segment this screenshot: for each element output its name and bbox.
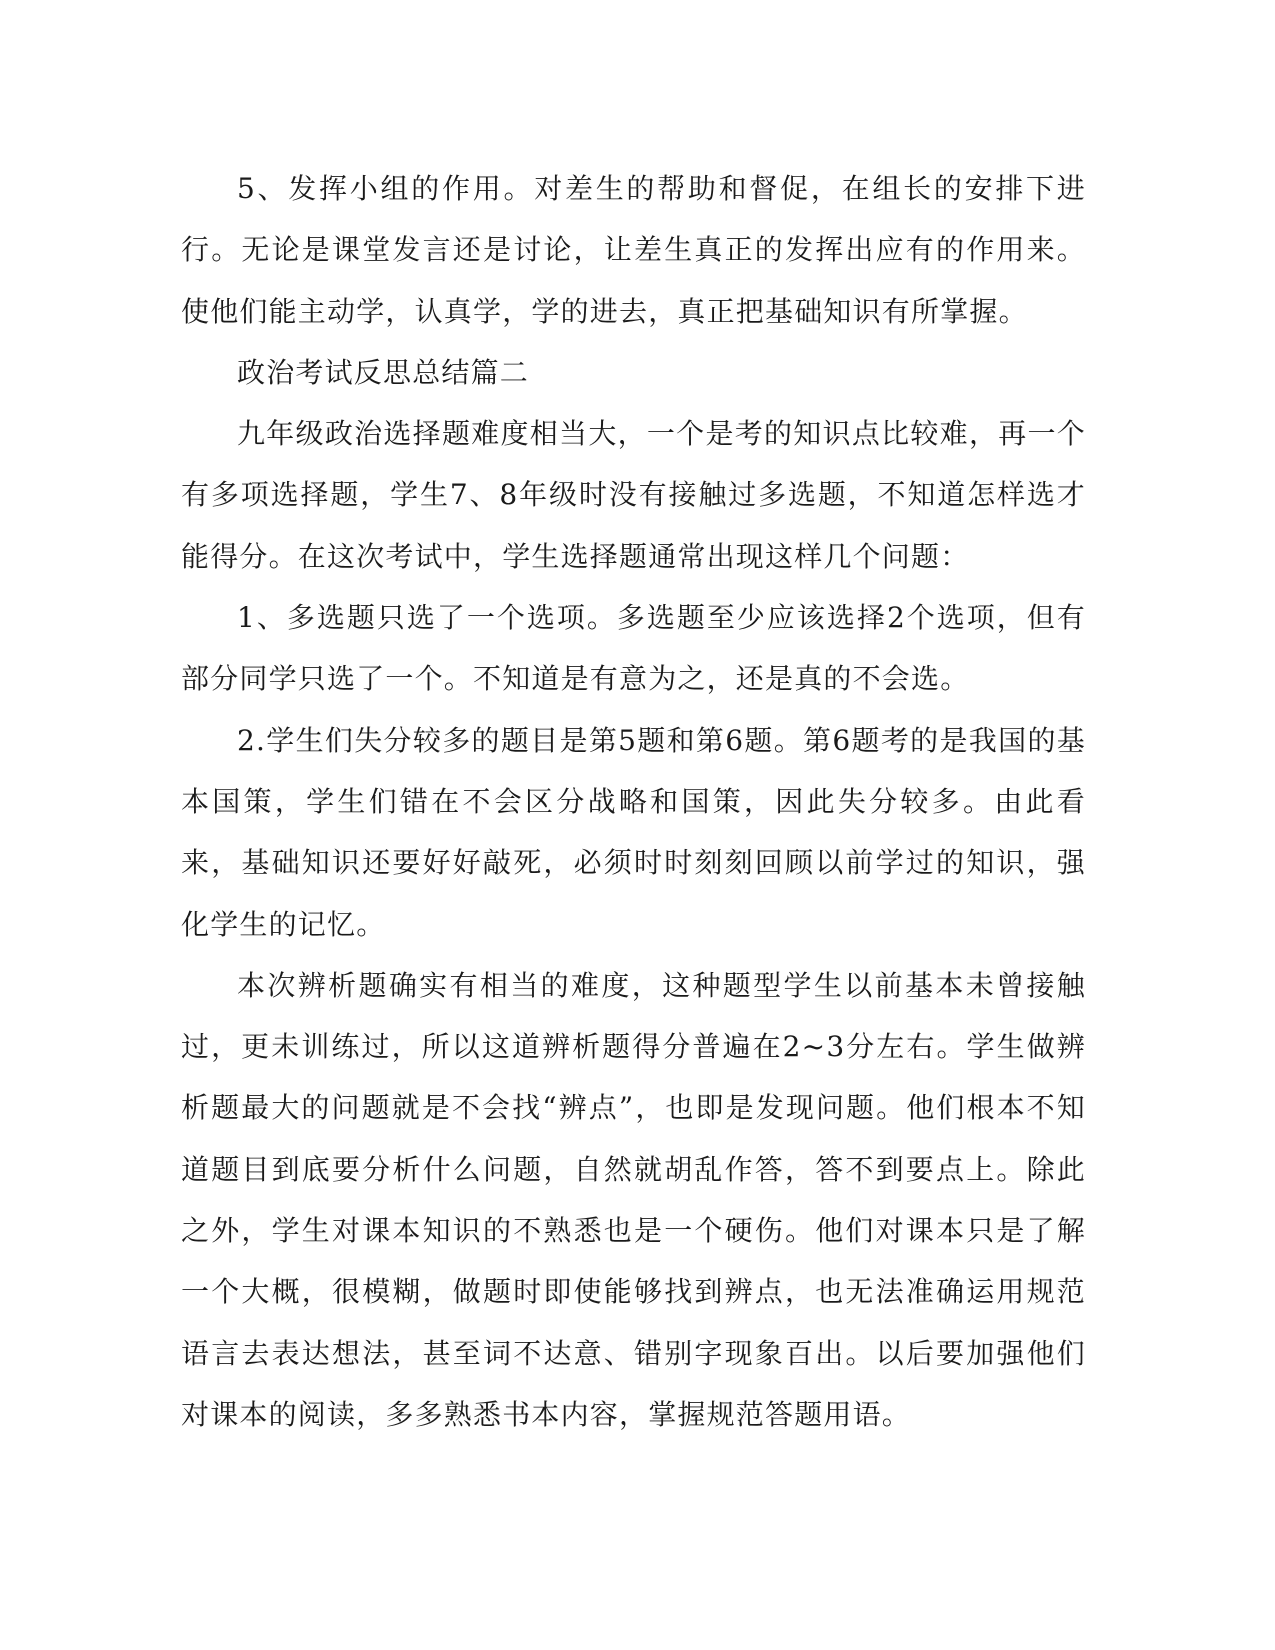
- paragraph-choice-difficulty: 九年级政治选择题难度相当大，一个是考的知识点比较难，再一个有多项选择题，学生7、8年级时没有接触过多选题，不知道怎样选才能得分。在这次考试中，学生选择题通常出现这样几个问题：: [181, 417, 1086, 573]
- document-body: [181, 158, 1086, 1445]
- paragraph-lost-points: 2.学生们失分较多的题目是第5题和第6题。第6题考的是我国的基本国策，学生们错在不会区分战略和国策，因此失分较多。由此看来，基础知识还要好好敲死，必须时时刻刻回顾以前学过的知识，强化学生的记忆。: [181, 723, 1086, 941]
- paragraph-analysis-question: 本次辨析题确实有相当的难度，这种题型学生以前基本未曾接触过，更未训练过，所以这道辨析题得分普遍在2~3分左右。学生做辨析题最大的问题就是不会找“辨点”，也即是发现问题。他们根本不知道题目到底要分析什么问题，自然就胡乱作答，答不到要点上。除此之外，学生对课本知识的不熟悉也是一个硬伤。他们对课本只是了解一个大概，很模糊，做题时即使能够找到辨点，也无法准确运用规范语言去表达想法，甚至词不达意、错别字现象百出。以后要加强他们对课本的阅读，多多熟悉书本内容，掌握规范答题用语。: [181, 968, 1086, 1431]
- paragraph-multi-select: 1、多选题只选了一个选项。多选题至少应该选择2个选项，但有部分同学只选了一个。不知道是有意为之，还是真的不会选。: [181, 601, 1086, 696]
- section-heading: 政治考试反思总结篇二: [237, 355, 530, 389]
- paragraph-group-work: 5、发挥小组的作用。对差生的帮助和督促，在组长的安排下进行。无论是课堂发言还是讨论，让差生真正的发挥出应有的作用来。使他们能主动学，认真学，学的进去，真正把基础知识有所掌握。: [181, 172, 1086, 328]
